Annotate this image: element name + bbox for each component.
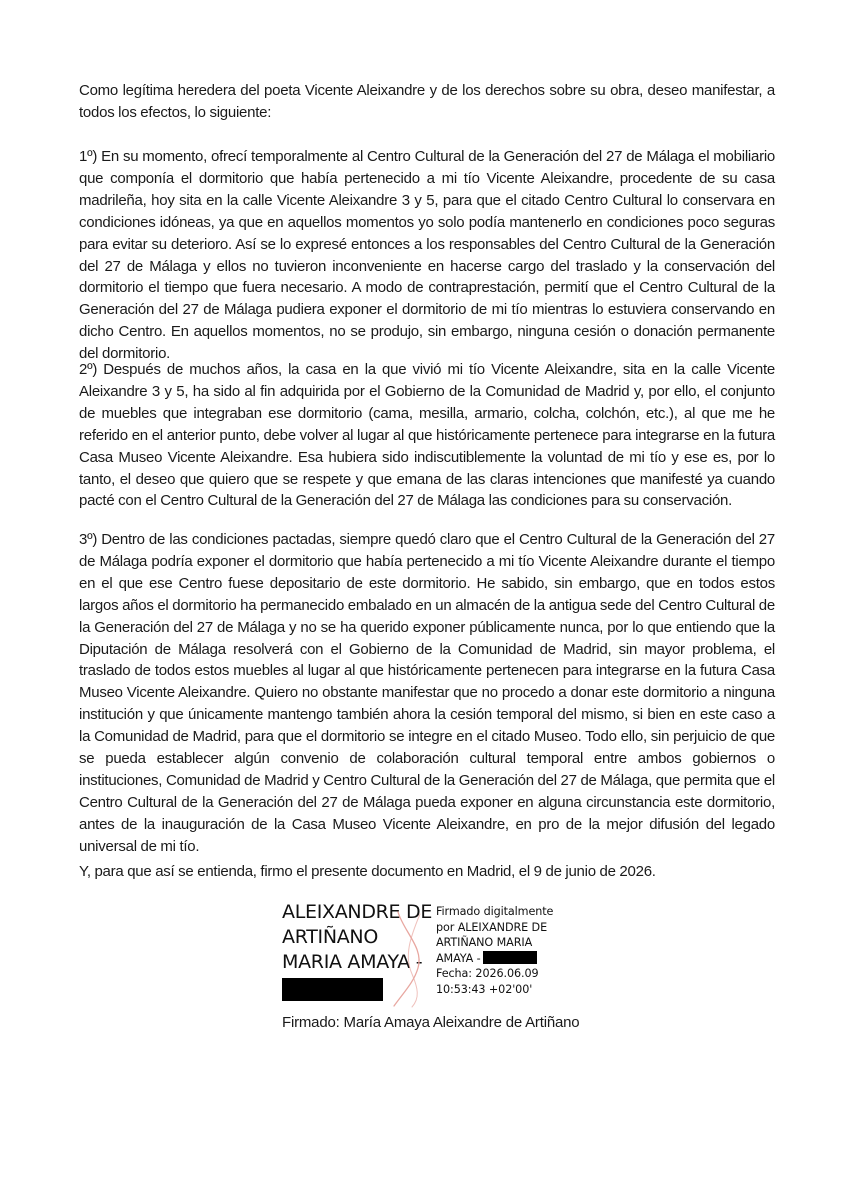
paragraph-closing: Y, para que así se entienda, firmo el presente documento en Madrid, el 9 de junio de 2026. xyxy=(79,863,656,880)
signature-info-line: ARTIÑANO MARIA xyxy=(436,936,533,950)
digital-signature xyxy=(282,900,582,1010)
signer-name-line: MARIA AMAYA - xyxy=(282,951,423,973)
signature-info-line: AMAYA - xyxy=(436,951,481,965)
signature-info-line: por ALEIXANDRE DE xyxy=(436,920,548,934)
signature-info-line-with-redaction xyxy=(436,951,586,967)
signature-mark-icon xyxy=(390,908,430,1008)
signer-name-line: ALEIXANDRE DE xyxy=(282,901,433,923)
signer-name-line: ARTIÑANO xyxy=(282,926,379,948)
signature-info-line: Firmado digitalmente xyxy=(436,905,554,918)
redaction-box xyxy=(483,951,537,964)
signature-info xyxy=(436,904,586,998)
paragraph-point-3: 3º) Dentro de las condiciones pactadas, siempre quedó claro que el Centro Cultural de la Generación del 27 de Málaga podría exponer el dormitorio que había pertenecido a mi tío Vicente Aleixandre durante el tiempo en el que ese Centro fuese depositario de este dormitorio. He sabido, sin embargo, que en todos estos largos años el dormitorio ha permanecido embalado en un almacén de la antigua sede del Centro Cultural de la Generación del 27 de Málaga y no se ha querido exponer públicamente nunca, por lo que entiendo que la Diputación de Málaga resolverá con el Gobierno de la Comunidad de Madrid, sin mayor problema, el traslado de todos estos muebles al lugar al que históricamente pertenecen para integrarse en la futura Casa Museo Vicente Aleixandre. Quiero no obstante manifestar que no procedo a donar este dormitorio a ninguna institución y que únicamente mantengo también ahora la cesión temporal del mismo, si bien en este caso a la Comunidad de Madrid, para que el dormitorio se integre en el citado Museo. Todo ello, sin perjuicio de que se pueda establecer algún convenio de colaboración cultural temporal entre ambos gobiernos o instituciones, Comunidad de Madrid y Centro Cultural de la Generación del 27 de Málaga, que permita que el Centro Cultural de la Generación del 27 de Málaga pueda exponer en alguna circunstancia este dormitorio, antes de la inauguración de la Casa Museo Vicente Aleixandre, en pro de la mejor difusión del legado universal de mi tío. xyxy=(79,531,775,855)
paragraph-point-2: 2º) Después de muchos años, la casa en la que vivió mi tío Vicente Aleixandre, sita en la calle Vicente Aleixandre 3 y 5, ha sido al fin adquirida por el Gobierno de la Comunidad de Madrid y, por ello, el conjunto de muebles que integraban ese dormitorio (cama, mesilla, armario, colcha, colchón, etc.), al que me he referido en el anterior punto, debe volver al lugar al que históricamente pertenece para integrarse en la futura Casa Museo Vicente Aleixandre. Esa hubiera sido indiscutiblemente la voluntad de mi tío y ese es, por lo tanto, el deseo que quiero que se respete y que emana de las claras intenciones que manifesté ya cuando pacté con el Centro Cultural de la Generación del 27 de Málaga las condiciones para su conservación. xyxy=(79,361,775,510)
paragraph-point-1: 1º) En su momento, ofrecí temporalmente al Centro Cultural de la Generación del 27 de Málaga el mobiliario que componía el dormitorio que había pertenecido a mi tío Vicente Aleixandre, procedente de su casa madrileña, hoy sita en la calle Vicente Aleixandre 3 y 5, para que el citado Centro Cultural lo conservara en condiciones idóneas, ya que en aquellos momentos yo solo podía mantenerlo en condiciones poco seguras para evitar su deterioro. Así se lo expresé entonces a los responsables del Centro Cultural de la Generación del 27 de Málaga y ellos no tuvieron inconveniente en hacerse cargo del traslado y la conservación del dormitorio el tiempo que fuera necesario. A modo de contraprestación, permití que el Centro Cultural de la Generación del 27 de Málaga pudiera exponer el dormitorio de mi tío mientras lo estuviera conservando en dicho Centro. En aquellos momentos, no se produjo, sin embargo, ninguna cesión o donación permanente del dormitorio. xyxy=(79,148,775,363)
signature-info-line: 10:53:43 +02'00' xyxy=(436,982,533,996)
signature-caption: Firmado: María Amaya Aleixandre de Artiñano xyxy=(282,1014,580,1031)
redaction-box xyxy=(282,978,383,1001)
signature-info-line: Fecha: 2026.06.09 xyxy=(436,967,539,981)
paragraph-intro: Como legítima heredera del poeta Vicente Aleixandre y de los derechos sobre su obra, deseo manifestar, a todos los efectos, lo siguiente: xyxy=(79,82,775,121)
